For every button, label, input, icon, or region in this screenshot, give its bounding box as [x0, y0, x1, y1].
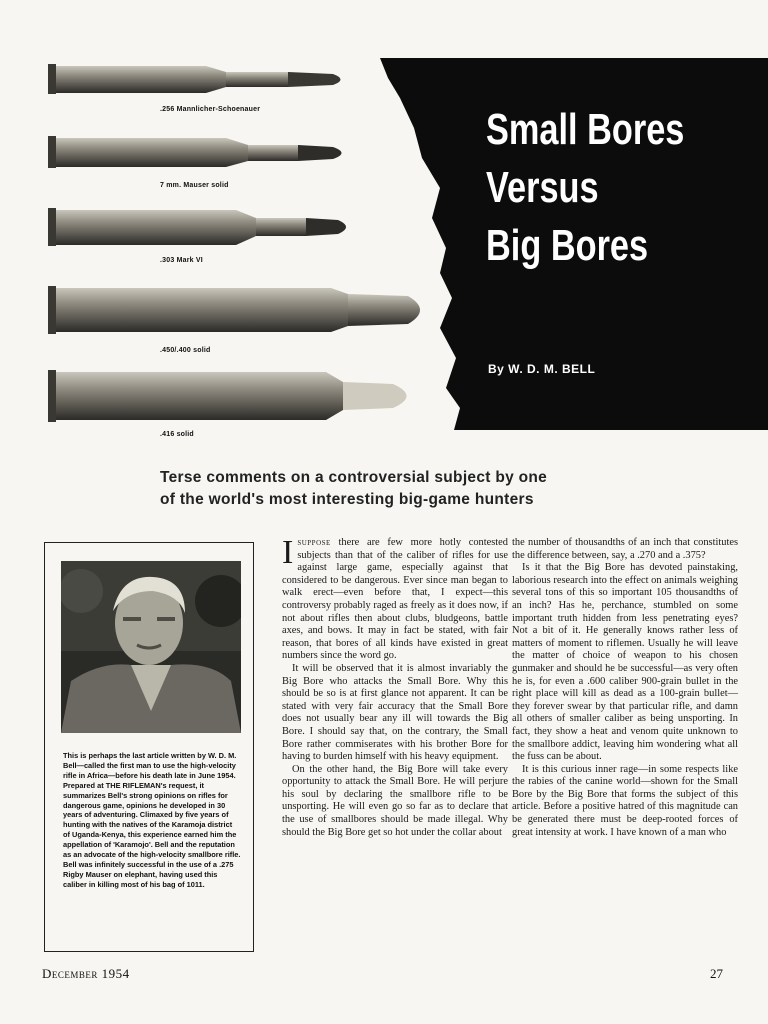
page-number: 27 — [710, 966, 723, 981]
cartridge-label: .256 Mannlicher-Schoenauer — [160, 106, 261, 113]
title-line: Big Bores — [486, 221, 649, 270]
page-title — [486, 104, 684, 278]
article-paragraph: It will be observed that it is almost invariably the Big Bore who attacks the Small Bore. Why this should be so is at first glance not apparent. It can be stated with very fair accuracy that the Small Bore does not usually bear any ill will towards the Big Bore. I should say that, on the contrary, the Small Bore rather commiserates with his brother Bore for having to burden himself with his heavy equipment. — [282, 662, 508, 763]
footer-date-text: December 1954 — [42, 966, 130, 981]
cartridge-416 — [48, 368, 418, 424]
portrait-caption: This is perhaps the last article written by W. D. M. Bell—called the first man to use the high-velocity rifle in Africa—before his death late in June 1954. Prepared at THE RIFLEMAN's request, it summarizes Bell's strong opinions on rifles for dangerous game, opinions he developed in 30 years of adventuring. Climaxed by five years of hunting with the natives of the Karamoja district of Uganda-Kenya, this experience earned him the appellation of 'Karamojo'. Bell and the reputation as an advocate of the high-velocity smallbore rifle. Bell was infinitely successful in the use of a .275 Rigby Mauser on elephant, having used this caliber in killing most of his bag of 1011. — [63, 751, 241, 889]
article-paragraph: the number of thousandths of an inch that constitutes the difference between, say, a .270 and a .375? — [512, 537, 738, 561]
article-paragraph: It is this curious inner rage—in some respects like the rabies of the canine world—shown for the Small Bore by the Big Bore that forms the subject of this article. Before a positive hatred of this magnitude can be generated there must be deep-rooted forces of great intensity at work. I have known of a man who — [512, 763, 738, 838]
author-portrait — [61, 561, 241, 733]
title-line: Small Bores — [486, 105, 685, 154]
drop-cap: I — [282, 534, 294, 571]
footer-date — [42, 966, 130, 982]
cartridge-7mm — [48, 134, 350, 174]
article-paragraph — [282, 534, 508, 663]
cartridge-303 — [48, 206, 350, 250]
title-line: Versus — [486, 163, 599, 212]
article-column-1 — [282, 534, 508, 839]
subtitle-line: Terse comments on a controversial subject by one — [160, 469, 548, 486]
cartridge-label: .450/.400 solid — [160, 347, 211, 354]
subtitle — [160, 467, 620, 511]
subtitle-line: of the world's most interesting big-game hunters — [160, 491, 534, 508]
paragraph-text: there are few more hotly contested subjects than that of the caliber of rifles for use against large game, especially against that considered to be dangerous. Ever since man began to walk erect—even before that, I expect—this controversy probably raged as freely as it does now, if not about rifles then about clubs, bludgeons, battle axes, and bows. It may in fact be stated, with fair reason, that bores of all kinds have existed in great numbers since the word go. — [282, 537, 508, 662]
article-paragraph: Is it that the Big Bore has devoted painstaking, laborious research into the effect on animals weighing several tons of this so important 105 thousandths of an inch? Has he, perchance, stumbled on some important truth hidden from less penetrating eyes? Not a bit of it. He generally knows rather less of matters of moment to riflemen. Usually he will leave the matter of choice of weapon to his chosen gunmaker and should he be successful—as very often he is, for even a .600 caliber 900-grain bullet in the right place will kill as dead as a 100-grain bullet—they forever swear by that particular rifle, and damn all others of smaller caliber as being unsporting. In fact, they show a heat and venom quite unknown to the smallbore addict, leaving him wondering what all the fuss can be about. — [512, 562, 738, 763]
cartridge-label: .303 Mark VI — [160, 257, 203, 264]
cartridge-256 — [48, 60, 350, 100]
article-paragraph: On the other hand, the Big Bore will take every opportunity to attack the Small Bore. He will perjure his soul by declaring the smallbore rifle to be unsporting. He will even go so far as to declare that the use of smallbores should be made illegal. Why should the Big Bore get so hot under the collar about — [282, 763, 508, 838]
byline: By W. D. M. BELL — [488, 362, 596, 376]
article-column-2 — [512, 537, 738, 839]
cartridge-label: .416 solid — [160, 431, 194, 438]
sidebar-box — [44, 542, 254, 952]
lead-smallcaps: suppose — [297, 537, 331, 548]
cartridge-label: 7 mm. Mauser solid — [160, 182, 229, 189]
